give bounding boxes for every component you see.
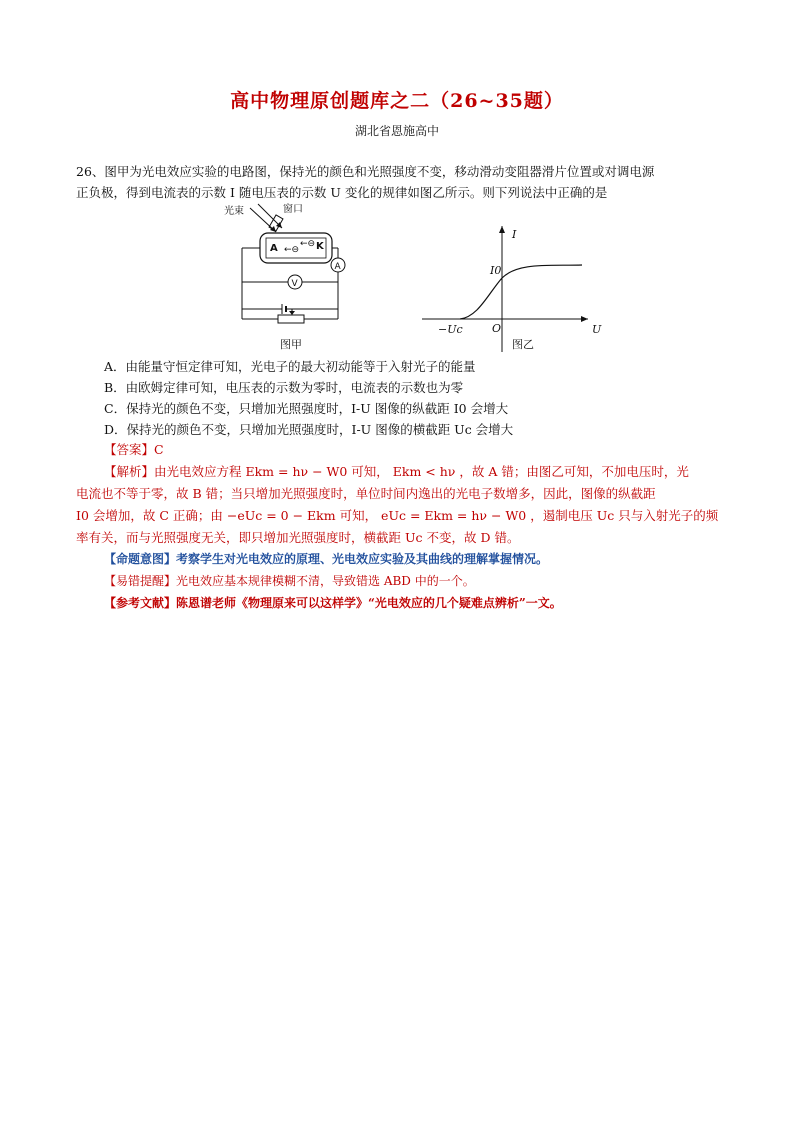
- rheostat: [278, 315, 304, 323]
- intent-note: 【命题意图】考察学生对光电效应的原理、光电效应实验及其曲线的理解掌握情况。: [104, 552, 549, 566]
- svg-text:←⊖: ←⊖: [300, 239, 316, 249]
- analysis: [76, 461, 726, 549]
- question-figures: [220, 202, 620, 358]
- answer: 【答案】C: [104, 442, 164, 457]
- analysis-line-2: 电流也不等于零，故 B 错；当只增加光照强度时，单位时间内逸出的光电子数增多，因此，图像的纵截距: [76, 486, 656, 501]
- option-d: D．保持光的颜色不变，只增加光照强度时，I-U 图像的横截距 Uc 会增大: [104, 422, 514, 437]
- light-beam-label: 光束: [224, 206, 244, 217]
- figure-b-caption: 图乙: [512, 338, 534, 351]
- voltmeter-label: V: [291, 279, 298, 289]
- question-text: [76, 161, 724, 203]
- analysis-line-3: I0 会增加，故 C 正确；由 −eUc = 0 − Ekm 可知， eUc = Ekm = hν − W0 ，遏制电压 Uc 只与入射光子的频: [76, 508, 719, 523]
- page-title: 高中物理原创题库之二（26~35题）: [230, 90, 564, 112]
- reference-note: 【参考文献】陈恩谱老师《物理原来可以这样学》“光电效应的几个疑难点辨析”一文。: [104, 596, 562, 610]
- ammeter-label: A: [334, 262, 341, 272]
- origin-label: O: [492, 322, 502, 335]
- mistake-note: 【易错提醒】光电效应基本规律模糊不清，导致错选 ABD 中的一个。: [104, 574, 475, 588]
- option-b: B．由欧姆定律可知，电压表的示数为零时，电流表的示数也为零: [104, 380, 464, 395]
- i-axis-label: I: [512, 228, 517, 241]
- circuit-diagram: [224, 202, 345, 351]
- iu-graph: [422, 226, 602, 352]
- svg-text:←⊖: ←⊖: [284, 245, 300, 255]
- option-a: A．由能量守恒定律可知，光电子的最大初动能等于入射光子的能量: [104, 359, 476, 374]
- analysis-line-1: 【解析】由光电效应方程 Ekm = hν − W0 可知， Ekm < hν ，故 A 错；由图乙可知，不加电压时，光: [104, 464, 689, 479]
- window-label: 窗口: [283, 204, 303, 215]
- option-c: C．保持光的颜色不变，只增加光照强度时，I-U 图像的纵截距 I0 会增大: [104, 401, 509, 416]
- uc-label: −Uc: [438, 323, 463, 336]
- figure-a-caption: 图甲: [280, 338, 302, 351]
- question-line-1: 26、图甲为光电效应实验的电路图，保持光的颜色和光照强度不变，移动滑动变阻器滑片位置或对调电源: [76, 164, 655, 179]
- cathode-label: K: [316, 241, 324, 252]
- i0-label: I0: [490, 264, 502, 277]
- u-axis-label: U: [592, 323, 602, 336]
- question-line-2: 正负极，得到电流表的示数 I 随电压表的示数 U 变化的规律如图乙所示。则下列说法中正确的是: [76, 185, 608, 200]
- anode-label: A: [270, 243, 278, 254]
- analysis-line-4: 率有关，而与光照强度无关，即只增加光照强度时，横截距 Uc 不变，故 D 错。: [76, 530, 520, 545]
- iu-curve: [460, 265, 582, 319]
- page-subtitle: 湖北省恩施高中: [354, 124, 439, 138]
- options-list: [104, 356, 724, 440]
